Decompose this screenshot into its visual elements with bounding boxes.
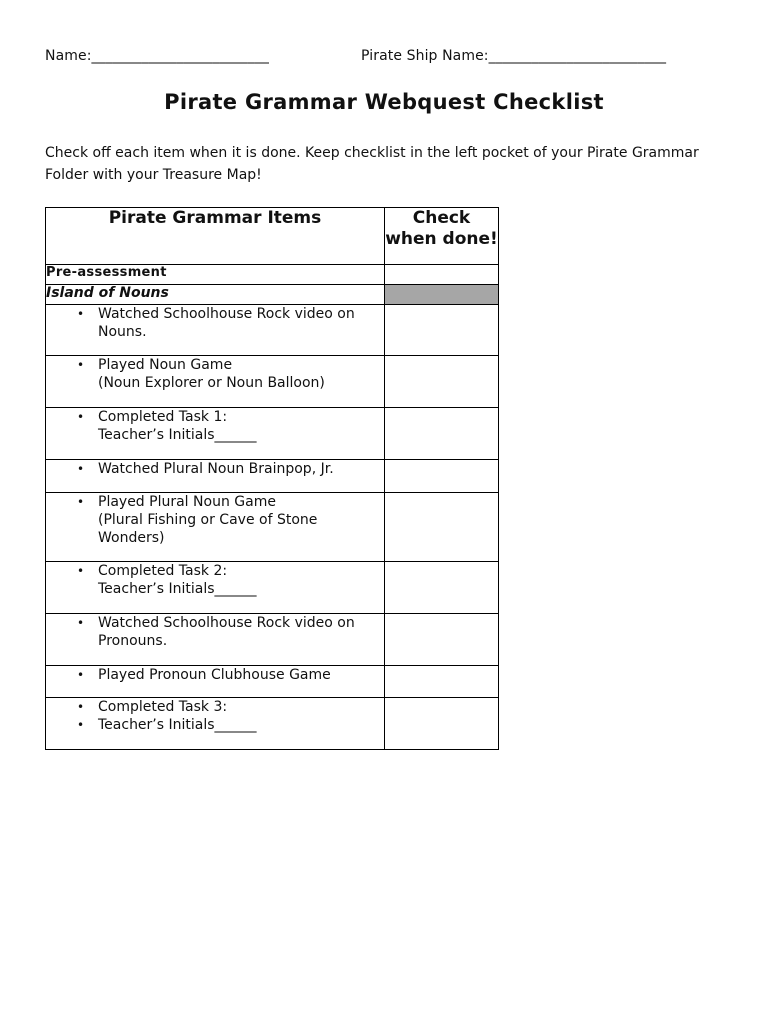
checklist-item [98, 562, 384, 598]
item-cell [46, 666, 385, 698]
item-text: • Played Noun Game [98, 357, 233, 373]
table-row [46, 356, 499, 408]
name-field-label: Name:_________________________ [45, 48, 270, 64]
column-header-check-line1: Check [412, 208, 471, 228]
item-text: • Watched Schoolhouse Rock video on [98, 306, 355, 322]
table-row [46, 562, 499, 614]
item-cell [46, 305, 385, 356]
item-text: • Played Pronoun Clubhouse Game [98, 667, 331, 683]
checklist-item [98, 460, 384, 478]
check-box-cell[interactable] [385, 698, 499, 750]
item-cell [46, 698, 385, 750]
table-row [46, 493, 499, 562]
item-cell [46, 562, 385, 614]
item-text: Wonders) [98, 530, 165, 546]
item-text: • Played Plural Noun Game [98, 494, 276, 510]
item-text: • Teacher’s Initials______ [98, 717, 257, 733]
checklist-item [98, 493, 384, 547]
checklist-item [98, 614, 384, 650]
checklist-item [98, 698, 384, 716]
checklist-item [98, 356, 384, 392]
item-text: • Completed Task 1: [98, 409, 228, 425]
check-box-cell[interactable] [385, 666, 499, 698]
item-text: Teacher’s Initials______ [98, 581, 257, 597]
table-row [46, 698, 499, 750]
shaded-cell [385, 285, 499, 305]
item-text: • Watched Schoolhouse Rock video on [98, 615, 355, 631]
check-box-cell[interactable] [385, 305, 499, 356]
checklist-item [98, 666, 384, 684]
table-row [46, 305, 499, 356]
item-cell [46, 614, 385, 666]
pirate-ship-name-field-label: Pirate Ship Name:_________________________ [361, 48, 667, 64]
instructions-text: Check off each item when it is done. Keep checklist in the left pocket of your Pirate Grammar Folder with your Treasure Map! [45, 145, 699, 183]
item-cell [46, 460, 385, 493]
item-text: (Plural Fishing or Cave of Stone [98, 512, 318, 528]
check-box-cell[interactable] [385, 562, 499, 614]
column-header-check-line2: when done! [385, 229, 498, 249]
item-text: Pronouns. [98, 633, 168, 649]
table-row-pre-assessment [46, 265, 499, 285]
check-box-cell[interactable] [385, 493, 499, 562]
check-box-cell[interactable] [385, 614, 499, 666]
table-row [46, 614, 499, 666]
page-title: Pirate Grammar Webquest Checklist [164, 90, 604, 114]
item-text: • Completed Task 2: [98, 563, 228, 579]
item-text: (Noun Explorer or Noun Balloon) [98, 375, 325, 391]
item-cell [46, 356, 385, 408]
checklist-item [98, 408, 384, 444]
check-box-cell[interactable] [385, 356, 499, 408]
item-text: • Watched Plural Noun Brainpop, Jr. [98, 461, 334, 477]
pre-assessment-label: Pre-assessment [46, 265, 385, 285]
check-box-cell[interactable] [385, 265, 499, 285]
check-box-cell[interactable] [385, 460, 499, 493]
table-row [46, 408, 499, 460]
item-cell [46, 408, 385, 460]
column-header-check [385, 208, 499, 265]
item-text: Nouns. [98, 324, 147, 340]
item-text: • Completed Task 3: [98, 699, 228, 715]
column-header-items: Pirate Grammar Items [46, 208, 385, 265]
section-heading-island-of-nouns: Island of Nouns [46, 285, 385, 305]
checklist-table [45, 207, 499, 750]
table-row [46, 666, 499, 698]
check-box-cell[interactable] [385, 408, 499, 460]
table-header-row [46, 208, 499, 265]
checklist-item [98, 716, 384, 734]
checklist-item [98, 305, 384, 341]
table-row [46, 460, 499, 493]
item-text: Teacher’s Initials______ [98, 427, 257, 443]
item-cell [46, 493, 385, 562]
table-row-section-nouns [46, 285, 499, 305]
